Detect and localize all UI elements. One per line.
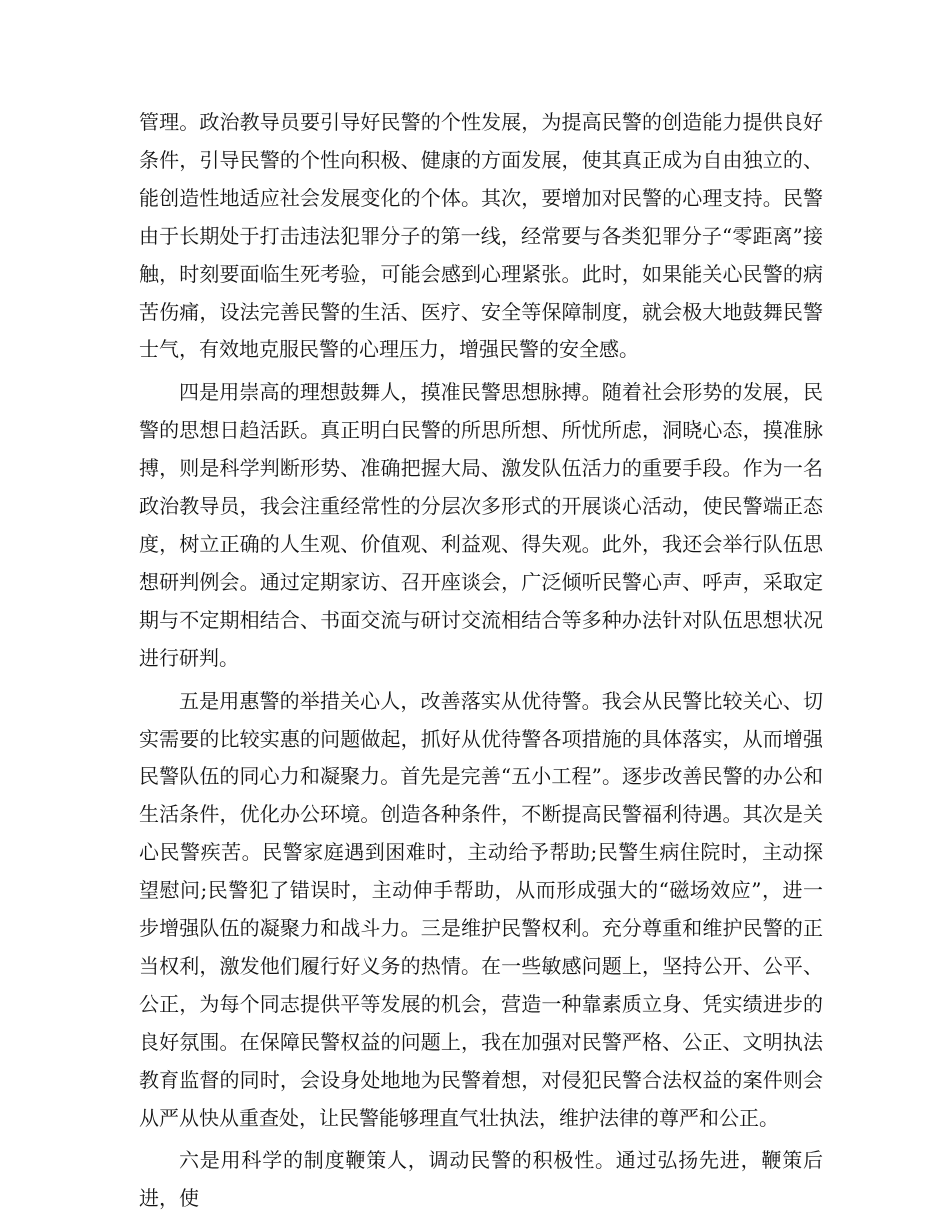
document-body bbox=[139, 104, 823, 1223]
paragraph-3: 五是用惠警的举措关心人，改善落实从优待警。我会从民警比较关心、切实需要的比较实惠的问题做起，抓好从优待警各项措施的具体落实，从而增强民警队伍的同心力和凝聚力。首先是完善“五小工程”。逐步改善民警的办公和生活条件，优化办公环境。创造各种条件，不断提高民警福利待遇。其次是关心民警疾苦。民警家庭遇到困难时，主动给予帮助;民警生病住院时，主动探望慰问;民警犯了错误时，主动伸手帮助，从而形成强大的“磁场效应”，进一步增强队伍的凝聚力和战斗力。三是维护民警权利。充分尊重和维护民警的正当权利，激发他们履行好义务的热情。在一些敏感问题上，坚持公开、公平、公正，为每个同志提供平等发展的机会，营造一种靠素质立身、凭实绩进步的良好氛围。在保障民警权益的问题上，我在加强对民警严格、公正、文明执法教育监督的同时，会设身处地地为民警着想，对侵犯民警合法权益的案件则会从严从快从重查处，让民警能够理直气壮执法，维护法律的尊严和公正。 bbox=[139, 688, 823, 1130]
paragraph-2: 四是用崇高的理想鼓舞人，摸准民警思想脉搏。随着社会形势的发展，民警的思想日趋活跃。真正明白民警的所思所想、所忧所虑，洞晓心态，摸准脉搏，则是科学判断形势、准确把握大局、激发队伍活力的重要手段。作为一名政治教导员，我会注重经常性的分层次多形式的开展谈心活动，使民警端正态度，树立正确的人生观、价值观、利益观、得失观。此外，我还会举行队伍思想研判例会。通过定期家访、召开座谈会，广泛倾听民警心声、呼声，采取定期与不定期相结合、书面交流与研讨交流相结合等多种办法针对队伍思想状况进行研判。 bbox=[139, 380, 823, 670]
paragraph-1: 管理。政治教导员要引导好民警的个性发展，为提高民警的创造能力提供良好条件，引导民警的个性向积极、健康的方面发展，使其真正成为自由独立的、能创造性地适应社会发展变化的个体。其次，要增加对民警的心理支持。民警由于长期处于打击违法犯罪分子的第一线，经常要与各类犯罪分子“零距离”接触，时刻要面临生死考验，可能会感到心理紧张。此时，如果能关心民警的病苦伤痛，设法完善民警的生活、医疗、安全等保障制度，就会极大地鼓舞民警士气，有效地克服民警的心理压力，增强民警的安全感。 bbox=[139, 110, 823, 362]
paragraph-4: 六是用科学的制度鞭策人，调动民警的积极性。通过弘扬先进，鞭策后进，使 bbox=[139, 1148, 823, 1211]
